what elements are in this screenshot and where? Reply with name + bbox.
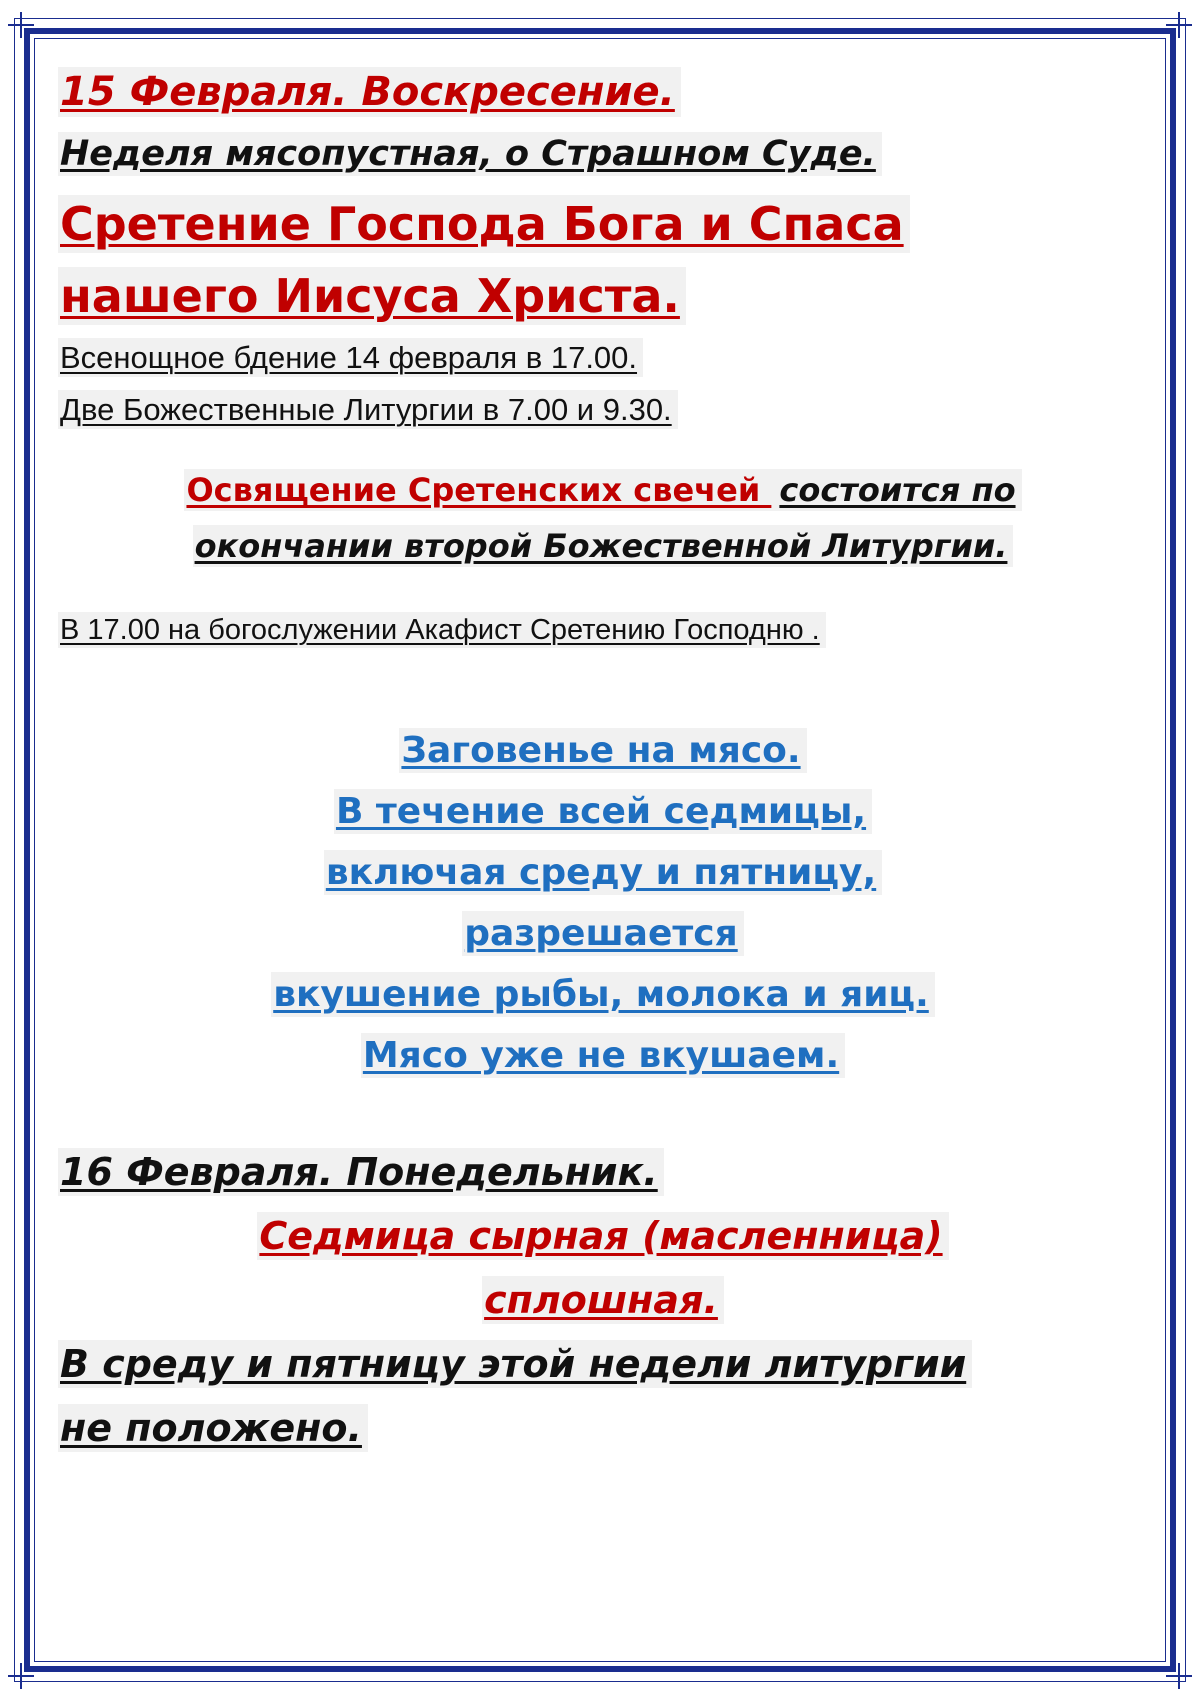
week-heading: Неделя мясопустная, о Страшном Суде. [58, 124, 1148, 184]
monday-date-heading: 16 Февраля. Понедельник. [58, 1140, 1148, 1204]
cheese-week-line1: Седмица сырная (масленница) [58, 1204, 1148, 1268]
akathist-note: В 17.00 на богослужении Акафист Сретению Господню . [58, 604, 1148, 656]
candles-line1: Освящение Сретенских свечей состоится по [58, 462, 1148, 518]
no-liturgy-note-line2: не положено. [58, 1396, 1148, 1460]
fasting-block [58, 720, 1148, 1086]
fasting-line: включая среду и пятницу, [58, 842, 1148, 903]
fasting-line: разрешается [58, 903, 1148, 964]
fasting-line: Мясо уже не вкушаем. [58, 1025, 1148, 1086]
corner-ornament [8, 12, 34, 38]
liturgy-times: Две Божественные Литургии в 7.00 и 9.30. [58, 384, 1148, 436]
feast-title-line1: Сретение Господа Бога и Спаса [58, 188, 1148, 260]
feast-date-heading: 15 Февраля. Воскресение. [58, 60, 1148, 124]
cheese-week-line2: сплошная. [58, 1268, 1148, 1332]
fasting-line: В течение всей седмицы, [58, 781, 1148, 842]
corner-ornament [1166, 1663, 1192, 1689]
candles-line2: окончании второй Божественной Литургии. [58, 518, 1148, 574]
feast-title-line2: нашего Иисуса Христа. [58, 260, 1148, 332]
vigil-time: Всенощное бдение 14 февраля в 17.00. [58, 332, 1148, 384]
corner-ornament [1166, 12, 1192, 38]
no-liturgy-note-line1: В среду и пятницу этой недели литургии [58, 1332, 1148, 1396]
announcement-content [58, 58, 1148, 1460]
corner-ornament [8, 1663, 34, 1689]
fasting-line: Заговенье на мясо. [58, 720, 1148, 781]
fasting-line: вкушение рыбы, молока и яиц. [58, 964, 1148, 1025]
